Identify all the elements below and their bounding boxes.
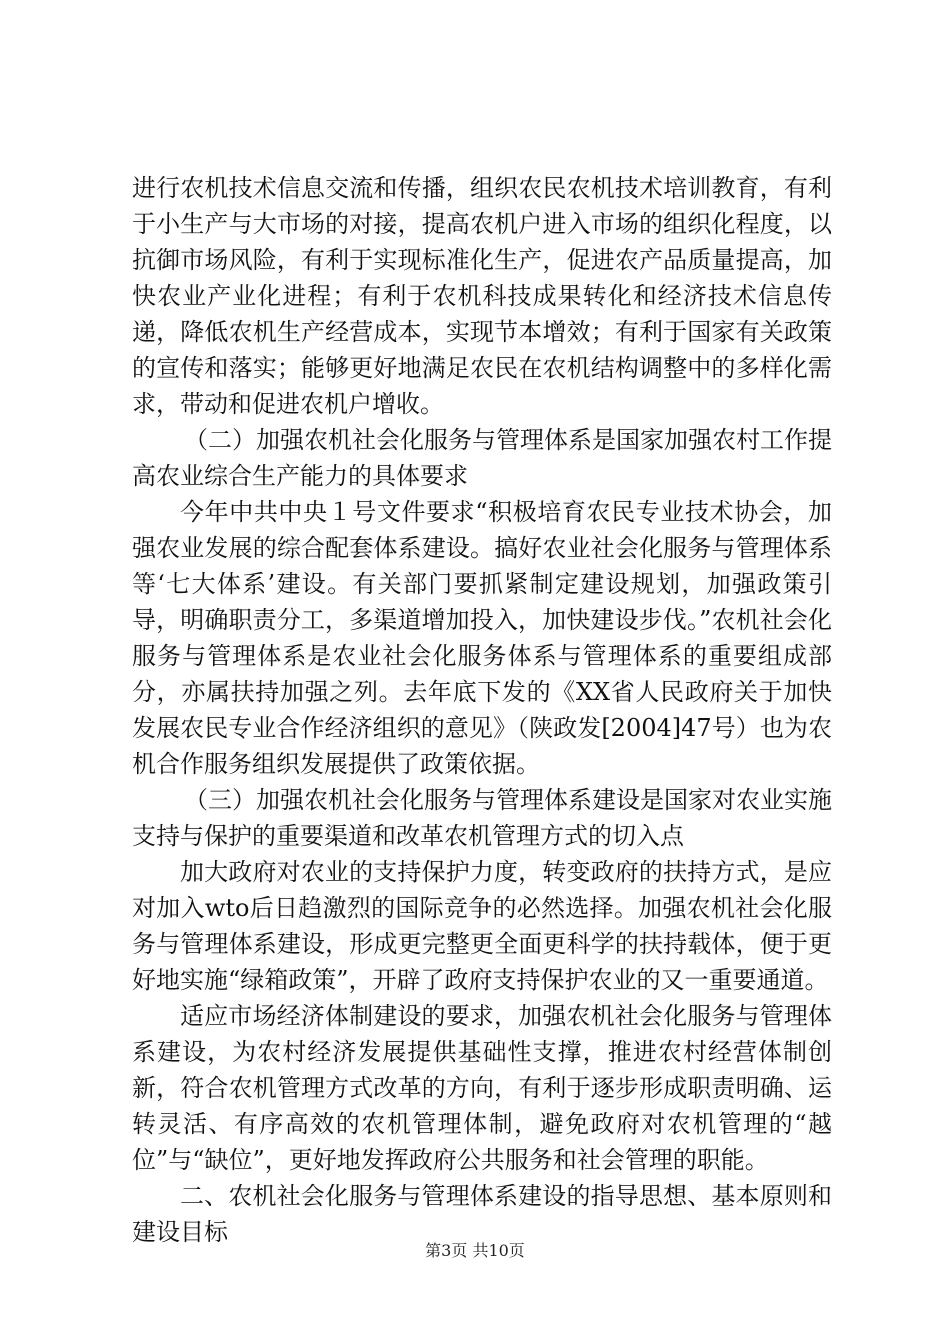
paragraph-continuation: 进行农机技术信息交流和传播，组织农民农机技术培训教育，有利于小生产与大市场的对接，提高农机户进入市场的组织化程度，以抗御市场风险，有利于实现标准化生产，促进农产品质量提高，加快农业产业化进程；有利于农机科技成果转化和经济技术信息传递，降低农机生产经营成本，实现节本增效；有利于国家有关政策的宣传和落实；能够更好地满足农民在农机结构调整中的多样化需求，带动和促进农机户增收。 bbox=[132, 174, 832, 418]
paragraph-support-protection: 加大政府对农业的支持保护力度，转变政府的扶持方式，是应对加入wto后日趋激烈的国际竞争的必然选择。加强农机社会化服务与管理体系建设，形成更完整更全面更科学的扶持载体，便于更好地实施“绿箱政策”，开辟了政府支持保护农业的又一重要通道。 bbox=[132, 858, 832, 994]
document-body bbox=[132, 170, 832, 1250]
section-heading-2: （二）加强农机社会化服务与管理体系是国家加强农村工作提高农业综合生产能力的具体要求 bbox=[132, 426, 832, 490]
section-heading-3: （三）加强农机社会化服务与管理体系建设是国家对农业实施支持与保护的重要渠道和改革农机管理方式的切入点 bbox=[132, 786, 832, 850]
paragraph-document-no1: 今年中共中央１号文件要求“积极培育农民专业技术协会，加强农业发展的综合配套体系建设。搞好农业社会化服务与管理体系等‘七大体系’建设。有关部门要抓紧制定建设规划，加强政策引导，明确职责分工，多渠道增加投入，加快建设步伐。”农机社会化服务与管理体系是农业社会化服务体系与管理体系的重要组成部分，亦属扶持加强之列。去年底下发的《XX省人民政府关于加快发展农民专业合作经济组织的意见》（陕政发[2004]47号）也为农机合作服务组织发展提供了政策依据。 bbox=[132, 498, 832, 778]
page-number-footer: 第3页 共10页 bbox=[425, 1241, 525, 1260]
chapter-heading-guiding-principles: 二、农机社会化服务与管理体系建设的指导思想、基本原则和建设目标 bbox=[132, 1182, 832, 1246]
paragraph-market-economy: 适应市场经济体制建设的要求，加强农机社会化服务与管理体系建设，为农村经济发展提供基础性支撑，推进农村经营体制创新，符合农机管理方式改革的方向，有利于逐步形成职责明确、运转灵活、有序高效的农机管理体制，避免政府对农机管理的“越位”与“缺位”，更好地发挥政府公共服务和社会管理的职能。 bbox=[132, 1002, 832, 1174]
